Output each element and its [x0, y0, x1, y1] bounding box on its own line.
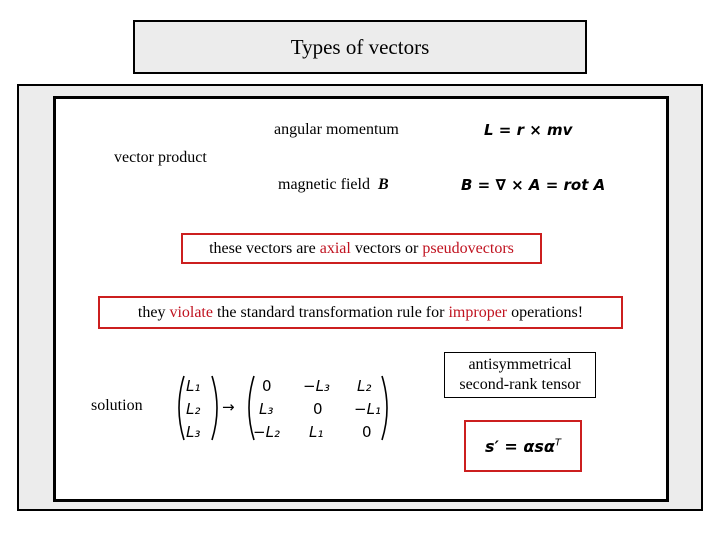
axial-prefix: these vectors are	[209, 239, 320, 257]
tensor-cell-1-1: 0	[262, 377, 272, 395]
tensor-description-line2: second-rank tensor	[459, 376, 581, 393]
violate-word: violate	[169, 303, 213, 321]
vector-product-label: vector product	[114, 149, 207, 166]
violate-suffix: operations!	[507, 303, 584, 321]
magnetic-field-symbol: B	[377, 176, 389, 193]
slide-title-box	[133, 20, 587, 74]
violate-prefix: they	[137, 303, 170, 321]
tensor-description-line1: antisymmetrical	[468, 356, 572, 373]
maps-to-arrow: →	[222, 398, 235, 416]
magnetic-field-label	[278, 176, 389, 194]
magnetic-field-equation	[461, 176, 605, 194]
tensor-cell-2-3: −L₁	[354, 400, 381, 418]
tensor-cell-3-3: 0	[362, 423, 372, 441]
tensor-transform-equation	[485, 437, 561, 456]
vector-component-2: L₂	[186, 400, 201, 418]
tensor-cell-3-1: −L₂	[253, 423, 280, 441]
tensor-cell-3-2: L₁	[309, 423, 324, 441]
improper-word: improper	[448, 303, 508, 321]
violate-middle: the standard transformation rule for	[212, 303, 449, 321]
tensor-transform-box	[464, 420, 582, 472]
magnetic-field-text: magnetic field	[278, 176, 370, 193]
slide-title: Types of vectors	[290, 34, 430, 59]
tensor-cell-1-2: −L₃	[303, 377, 330, 395]
tensor-transform-superscript: T	[554, 437, 561, 449]
pseudovectors-word: pseudovectors	[422, 239, 514, 257]
angular-momentum-formula: L = r × mv	[484, 121, 573, 139]
angular-momentum-label: angular momentum	[274, 121, 399, 138]
tensor-cell-2-1: L₃	[259, 400, 274, 418]
violate-rule-box	[98, 296, 623, 329]
tensor-transform-formula: s′ = αsα	[485, 436, 555, 456]
axial-vectors-box	[181, 233, 542, 264]
vector-component-3: L₃	[186, 423, 201, 441]
tensor-cell-1-3: L₂	[357, 377, 372, 395]
tensor-cell-2-2: 0	[313, 400, 323, 418]
tensor-description-box	[444, 352, 596, 398]
magnetic-field-formula: B = ∇ × A = rot A	[461, 176, 606, 194]
angular-momentum-equation	[484, 121, 572, 139]
axial-middle: vectors or	[350, 239, 423, 257]
axial-word: axial	[319, 239, 351, 257]
solution-label: solution	[91, 397, 143, 414]
vector-component-1: L₁	[186, 377, 201, 395]
